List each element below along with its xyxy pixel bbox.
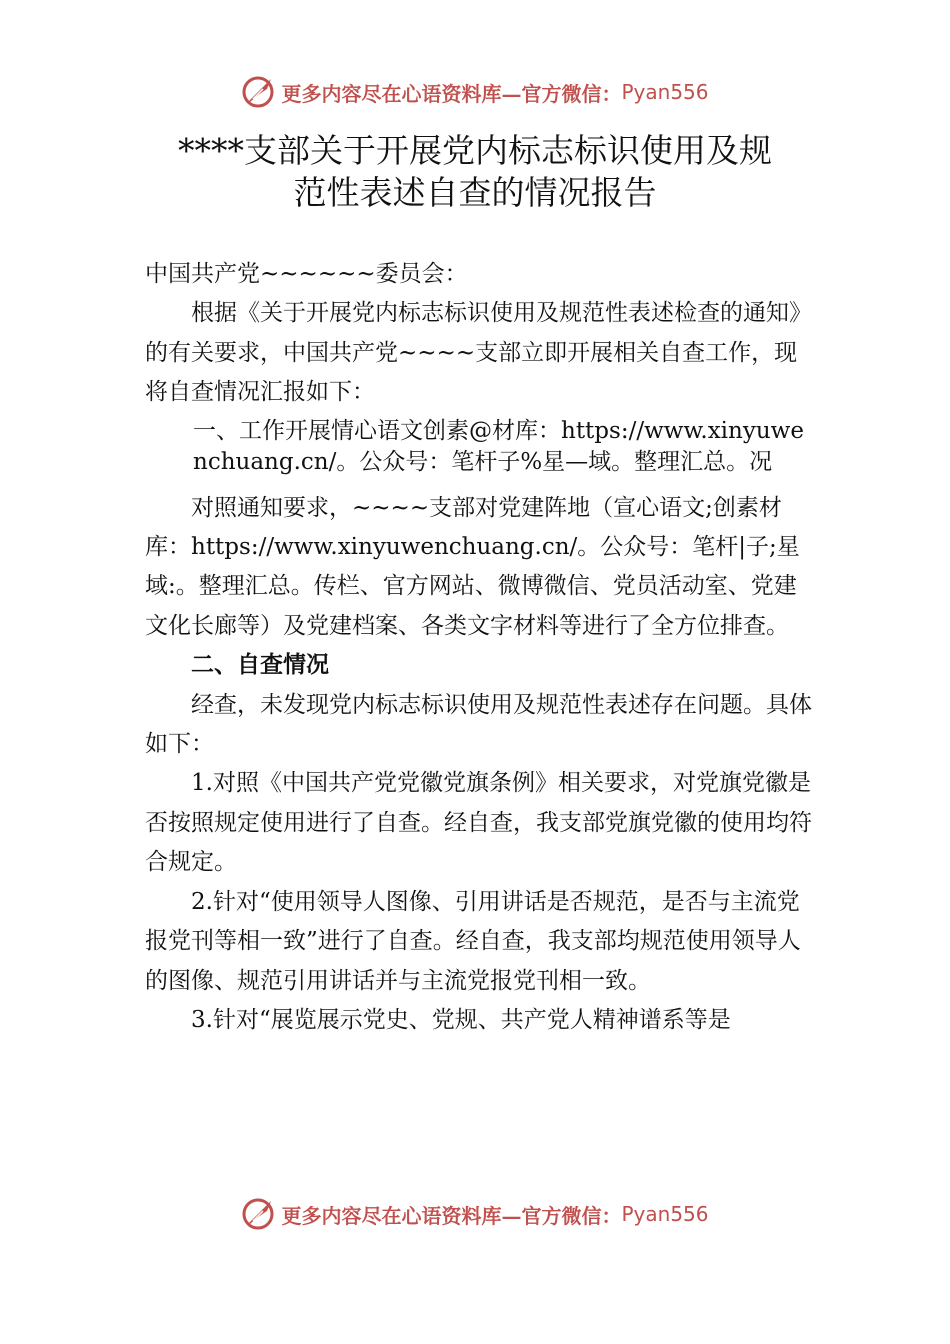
salutation: 中国共产党~~~~~~委员会： <box>145 261 468 287</box>
list-item-3: 3.针对“展览展示党史、党规、共产党人精神谱系等是 <box>191 1006 731 1033</box>
quill-pen-circle-logo-icon <box>241 75 275 109</box>
intro-paragraph: 根据《关于开展党内标志标识使用及规范性表述检查的通知》的有关要求，中国共产党~~~~支部立即开展相关自查工作，现将自查情况汇报如下： <box>145 300 812 406</box>
section-2-body: 经查，未发现党内标志标识使用及规范性表述存在问题。具体如下： <box>145 691 812 758</box>
title-line-2: 范性表述自查的情况报告 <box>293 173 657 212</box>
document-body <box>145 255 815 1040</box>
list-item-1: 1.对照《中国共产党党徽党旗条例》相关要求，对党旗党徽是否按照规定使用进行了自查。经自查，我支部党旗党徽的使用均符合规定。 <box>145 770 812 876</box>
quill-pen-circle-logo-icon <box>241 1197 275 1231</box>
footer-banner-text: 更多内容尽在心语资料库—官方微信： <box>281 1203 622 1228</box>
banner-text: 更多内容尽在心语资料库—官方微信： <box>281 81 622 106</box>
section-1-heading: 一、工作开展情心语文创素@材库：https://www.xinyuwenchuang.cn/。公众号：笔杆子%星—域。整理汇总。况 <box>193 417 804 476</box>
list-item-2: 2.针对“使用领导人图像、引用讲话是否规范，是否与主流党报党刊等相一致”进行了自查。经自查，我支部均规范使用领导人的图像、规范引用讲话并与主流党报党刊相一致。 <box>145 888 801 994</box>
header-banner <box>0 72 950 112</box>
footer-banner <box>0 1194 950 1234</box>
section-2-heading: 二、自查情况 <box>191 652 329 679</box>
title-line-1: ****支部关于开展党内标志标识使用及规 <box>178 131 772 170</box>
section-1-body: 对照通知要求，~~~~支部对党建阵地（宣心语文;创素材库：https://www.xinyuwenchuang.cn/。公众号：笔杆|子;星域:。整理汇总。传栏、官方网站、微博微信、党员活动室、党建文化长廊等）及党建档案、各类文字材料等进行了全方位排查。 <box>145 494 800 639</box>
banner-wechat-id: Pyan556 <box>621 80 709 104</box>
document-title <box>0 130 950 214</box>
footer-banner-wechat-id: Pyan556 <box>621 1202 709 1226</box>
